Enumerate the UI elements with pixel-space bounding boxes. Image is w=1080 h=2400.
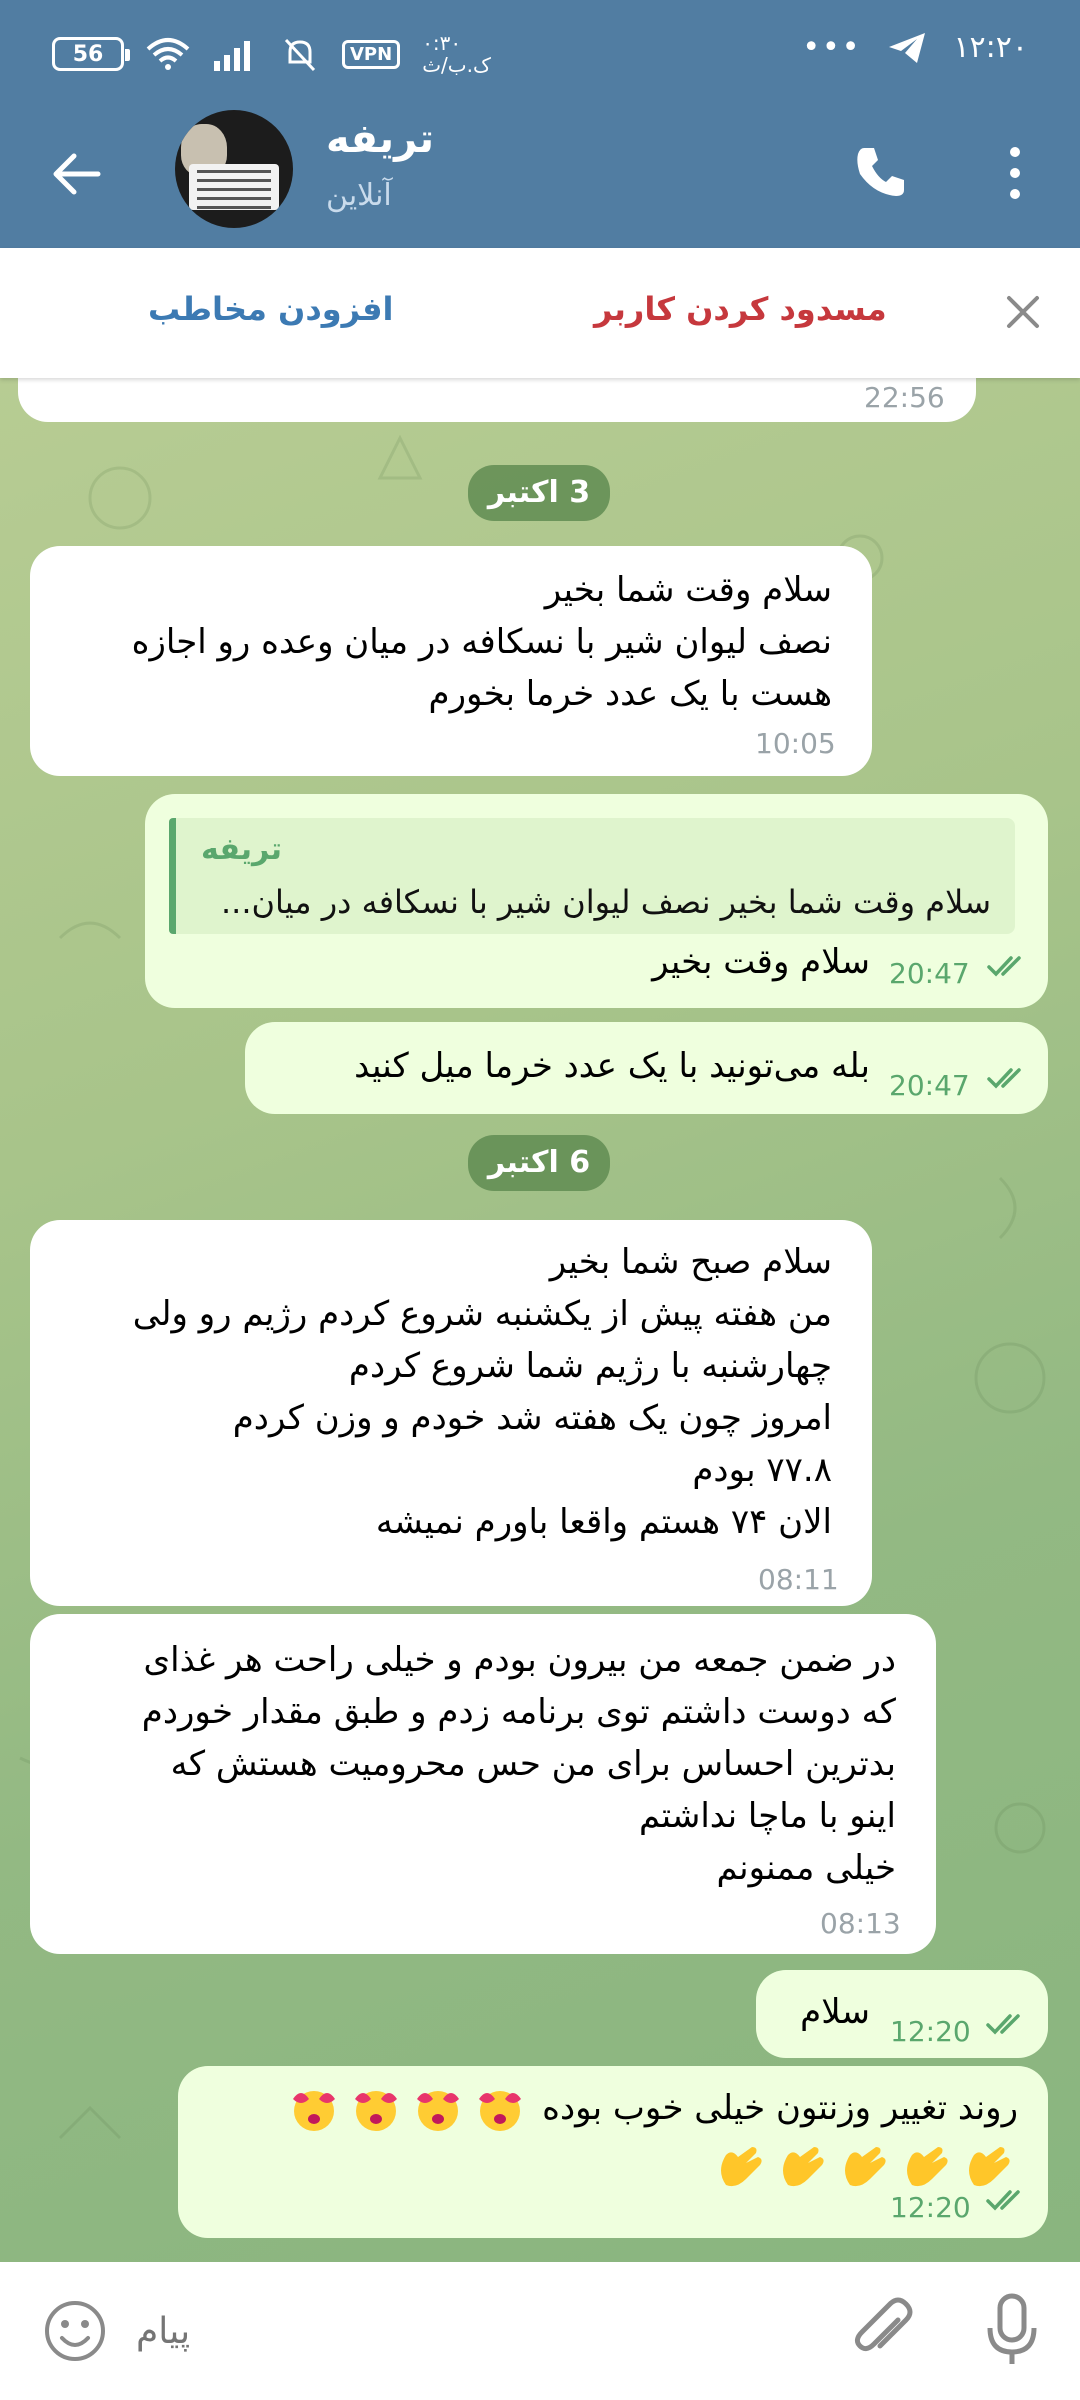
message-input[interactable] xyxy=(136,2298,836,2364)
message-time: 08:11 xyxy=(758,1563,839,1596)
vpn-badge: VPN xyxy=(342,40,400,69)
message-text: سلام وقت بخیر xyxy=(652,942,870,982)
telegram-icon xyxy=(887,31,927,65)
message-line: ۷۷.۸ بودم xyxy=(692,1450,832,1490)
message-line: سلام وقت شما بخیر xyxy=(544,570,832,610)
message-input-bar xyxy=(0,2262,1080,2400)
emoji-icon[interactable] xyxy=(42,2298,108,2364)
chat-title[interactable]: تریفه xyxy=(326,116,434,162)
message-line: اینو با ماچا نداشتم xyxy=(638,1796,896,1836)
clapping-hands-emoji-icon xyxy=(708,2139,770,2189)
message-line: نصف لیوان شیر با نسکافه در میان وعده رو اجازه xyxy=(131,622,832,662)
chat-area[interactable] xyxy=(0,378,1080,2262)
attach-icon[interactable] xyxy=(848,2292,918,2368)
message-time: 22:56 xyxy=(864,381,945,414)
message-time: 08:13 xyxy=(820,1907,901,1940)
message-text: سلام xyxy=(800,1992,870,2032)
kiss-face-emoji-icon xyxy=(469,2085,531,2135)
clock: ۱۲:۲۰ xyxy=(953,30,1028,65)
date-separator: 3 اکتبر xyxy=(468,465,610,521)
double-check-icon xyxy=(987,954,1033,978)
mute-bell-icon xyxy=(280,36,320,72)
block-user-button[interactable]: مسدود کردن کاربر xyxy=(594,290,887,328)
message-line: که دوست داشتم توی برنامه زدم و طبق مقدار خوردم xyxy=(141,1692,896,1732)
message-time: 12:20 xyxy=(890,2191,971,2224)
reply-text: سلام وقت شما بخیر نصف لیوان شیر با نسکافه در میان... xyxy=(220,883,991,921)
message-line: من هفته پیش از یکشنبه شروع کردم رژیم رو ولی xyxy=(132,1294,832,1334)
date-separator: 6 اکتبر xyxy=(468,1135,610,1191)
message-time: 20:47 xyxy=(889,957,970,990)
double-check-icon xyxy=(986,2188,1032,2212)
message-bubble-in[interactable] xyxy=(30,1614,936,1954)
message-time: 20:47 xyxy=(889,1069,970,1102)
kiss-face-emoji-icon xyxy=(283,2085,345,2135)
double-check-icon xyxy=(986,2012,1032,2036)
status-bar xyxy=(0,0,1080,110)
reply-author: تریفه xyxy=(201,832,282,867)
message-line: هست با یک عدد خرما بخورم xyxy=(428,674,832,714)
online-status: آنلاین xyxy=(326,178,392,213)
message-bubble-out[interactable] xyxy=(245,1022,1048,1114)
message-line: بدترین احساس برای من حس محرومیت هستش که xyxy=(170,1744,896,1784)
action-bar xyxy=(0,248,1080,378)
message-text: بله می‌تونید با یک عدد خرما میل کنید xyxy=(354,1046,870,1086)
wifi-icon xyxy=(146,37,190,71)
add-contact-button[interactable]: افزودن مخاطب xyxy=(148,290,394,328)
message-bubble-in[interactable] xyxy=(30,1220,872,1606)
message-time: 12:20 xyxy=(890,2015,971,2048)
kiss-face-emoji-icon xyxy=(407,2085,469,2135)
more-menu-icon[interactable] xyxy=(1000,144,1030,202)
chat-header xyxy=(0,110,1080,248)
double-check-icon xyxy=(987,1066,1033,1090)
message-text: روند تغییر وزنتون خیلی خوب بوده xyxy=(542,2088,1018,2128)
clapping-hands-emoji-icon xyxy=(832,2139,894,2189)
message-bubble-out[interactable] xyxy=(178,2066,1048,2238)
message-time: 10:05 xyxy=(755,727,836,760)
message-line: امروز چون یک هفته شد خودم و وزن کردم xyxy=(232,1398,832,1438)
avatar[interactable] xyxy=(175,110,293,228)
close-icon[interactable] xyxy=(1005,294,1041,330)
message-bubble-in[interactable] xyxy=(18,378,976,422)
microphone-icon[interactable] xyxy=(982,2292,1042,2368)
kiss-face-emoji-icon xyxy=(345,2085,407,2135)
message-bubble-out[interactable] xyxy=(756,1970,1048,2058)
clapping-hands-emoji-icon xyxy=(956,2139,1018,2189)
battery-level: 56 xyxy=(72,41,104,67)
battery-icon xyxy=(52,37,124,71)
message-line: در ضمن جمعه من بیرون بودم و خیلی راحت هر غذای xyxy=(143,1640,896,1680)
message-line: خیلی ممنونم xyxy=(716,1848,896,1888)
clapping-hands-emoji-icon xyxy=(770,2139,832,2189)
signal-icon xyxy=(212,37,258,71)
message-line: چهارشنبه با رژیم شما شروع کردم xyxy=(348,1346,832,1386)
message-bubble-out[interactable] xyxy=(145,794,1048,1008)
message-bubble-in[interactable] xyxy=(30,546,872,776)
phone-icon[interactable] xyxy=(852,144,908,200)
back-arrow-icon[interactable] xyxy=(48,146,104,202)
message-line: سلام صبح شما بخیر xyxy=(549,1242,832,1282)
reply-preview[interactable] xyxy=(169,818,1015,934)
more-notifications-icon: ••• xyxy=(802,30,862,65)
clapping-hands-emoji-icon xyxy=(894,2139,956,2189)
data-speed: ۰:۳۰ ک.ب/ث xyxy=(422,31,491,77)
message-line: الان ۷۴ هستم واقعا باورم نمیشه xyxy=(375,1502,832,1542)
